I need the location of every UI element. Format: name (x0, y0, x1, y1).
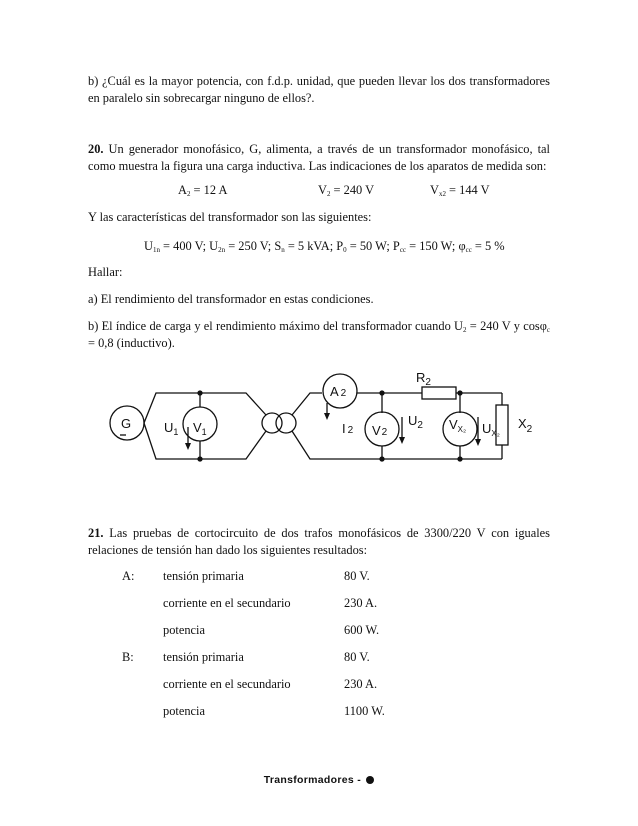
u1-label: $U_1$ (164, 420, 179, 437)
q20-intro-text: Un generador monofásico, G, alimenta, a través de un transformador monofásico, tal como muestra la figura una carga inductiva. Las indicaciones de los aparatos de medida son: (88, 142, 550, 173)
hallar-label: Hallar: (88, 265, 123, 279)
result-label: tensión primaria (163, 569, 244, 583)
v1-label: $V_1$ (193, 420, 207, 437)
result-value: 230 A. (344, 677, 378, 691)
result-key: A: (122, 569, 135, 583)
generator-label: G (121, 416, 132, 431)
result-label: corriente en el secundario (163, 677, 291, 691)
result-key: B: (122, 650, 134, 664)
q21-number: 21. (88, 526, 104, 540)
result-value: 80 V. (344, 569, 370, 583)
page-footer (0, 774, 638, 786)
q21-intro (88, 525, 550, 559)
i2-label: I 2 (342, 421, 354, 436)
q19b-text: b) ¿Cuál es la mayor potencia, con f.d.p. unidad, que pueden llevar los dos transformadores en paralelo sin sobrecargar ninguno de ellos?. (88, 74, 550, 105)
u2-label: $U_2$ (408, 413, 423, 431)
vx2-label: $V_{X_2}$ (449, 417, 467, 434)
x2-label: $X_2$ (518, 416, 533, 435)
result-label: tensión primaria (163, 650, 244, 664)
q21-intro-text: Las pruebas de cortocircuito de dos trafos monofásicos de 3300/220 V con iguales relaciones de tensión han dado los siguientes resultados: (88, 526, 550, 557)
result-value: 230 A. (344, 596, 378, 610)
result-value: 80 V. (344, 650, 370, 664)
q20-part-b: b) El índice de carga y el rendimiento máximo del transformador cuando $U_2 = 240$ V y cosφ$_c$ = 0,8 (inductivo). (88, 319, 550, 350)
q20-number: 20. (88, 142, 104, 156)
r2-label: $R_2$ (416, 370, 431, 388)
v2-label: V2 (372, 423, 388, 438)
page-number-dot-icon (366, 776, 374, 784)
transformer-characteristics: $U_{1n} = 400$ V; $U_{2n} = 250$ V; $S_n = 5$ kVA; $P_0 = 50$ W; $P_{cc} = 150$ W; $\varphi_{cc} = 5$ % (144, 239, 505, 254)
q20-part-a: a) El rendimiento del transformador en estas condiciones. (88, 292, 374, 306)
reading-v2: $V_2 = 240$ V (318, 183, 375, 198)
a2-label: A 2 (330, 384, 347, 399)
result-label: potencia (163, 623, 205, 637)
circuit-diagram (96, 355, 556, 475)
ux2-label: $U_{X_2}$ (482, 421, 500, 438)
char-intro: Y las características del transformador son las siguientes: (88, 210, 372, 224)
reading-a2: $A_2 = 12$ A (178, 183, 228, 198)
result-value: 600 W. (344, 623, 380, 637)
q20-intro (88, 141, 550, 175)
result-label: corriente en el secundario (163, 596, 291, 610)
reading-vx2: $V_{x2} = 144$ V (430, 183, 490, 198)
result-value: 1100 W. (344, 704, 385, 718)
footer-text: Transformadores - (263, 774, 362, 786)
result-label: potencia (163, 704, 205, 718)
